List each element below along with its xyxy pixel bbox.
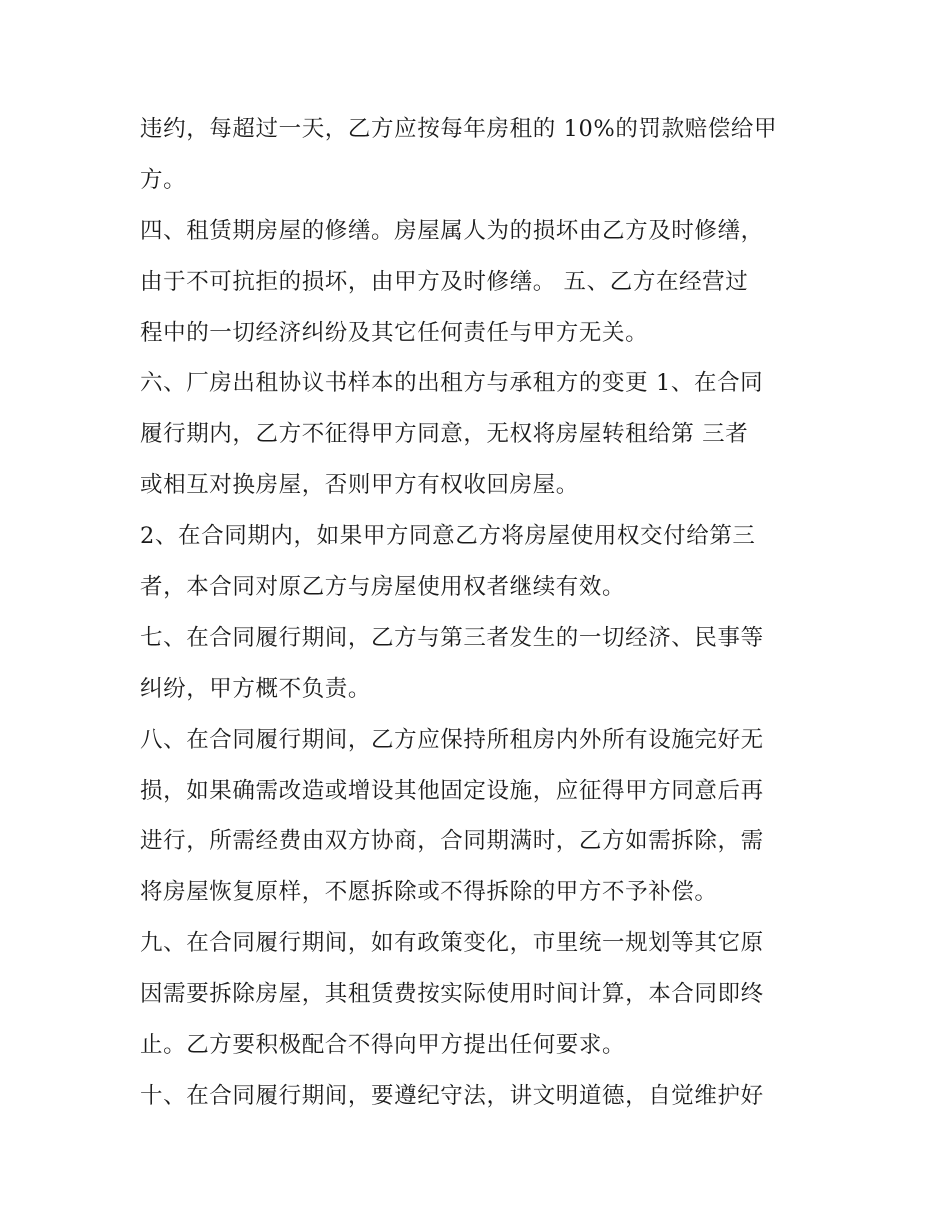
text-line: 纠纷，甲方概不负责。 [140,675,372,702]
text-line: 或相互对换房屋，否则甲方有权收回房屋。 [140,472,579,499]
text-line: 方。 [140,166,187,193]
text-line: 者，本合同对原乙方与房屋使用权者继续有效。 [140,574,626,601]
text-line: 履行期内，乙方不征得甲方同意，无权将房屋转租给第 三者 [140,421,749,448]
text-line: 违约，每超过一天，乙方应按每年房租的 10%的罚款赔偿给甲 [140,116,778,142]
document-body [140,104,820,1122]
text-line: 进行，所需经费由双方协商，合同期满时，乙方如需拆除，需 [140,828,764,855]
text-line: 十、在合同履行期间，要遵纪守法，讲文明道德，自觉维护好 [140,1082,764,1109]
text-line: 七、在合同履行期间，乙方与第三者发生的一切经济、民事等 [140,624,764,651]
text-line: 2、在合同期内，如果甲方同意乙方将房屋使用权交付给第三 [140,523,756,550]
text-line: 止。乙方要积极配合不得向甲方提出任何要求。 [140,1032,626,1059]
text-line: 八、在合同履行期间，乙方应保持所租房内外所有设施完好无 [140,726,764,753]
text-line: 将房屋恢复原样，不愿拆除或不得拆除的甲方不予补偿。 [140,879,718,906]
text-line: 四、租赁期房屋的修缮。房屋属人为的损坏由乙方及时修缮， [140,217,764,244]
text-line: 由于不可抗拒的损坏，由甲方及时修缮。 五、乙方在经营过 [140,268,749,295]
text-line: 程中的一切经济纠纷及其它任何责任与甲方无关。 [140,319,649,346]
text-line: 因需要拆除房屋，其租赁费按实际使用时间计算，本合同即终 [140,981,764,1008]
text-line: 损，如果确需改造或增设其他固定设施，应征得甲方同意后再 [140,777,764,804]
text-line: 九、在合同履行期间，如有政策变化，市里统一规划等其它原 [140,930,764,957]
text-line: 六、厂房出租协议书样本的出租方与承租方的变更 1、在合同 [140,370,764,397]
